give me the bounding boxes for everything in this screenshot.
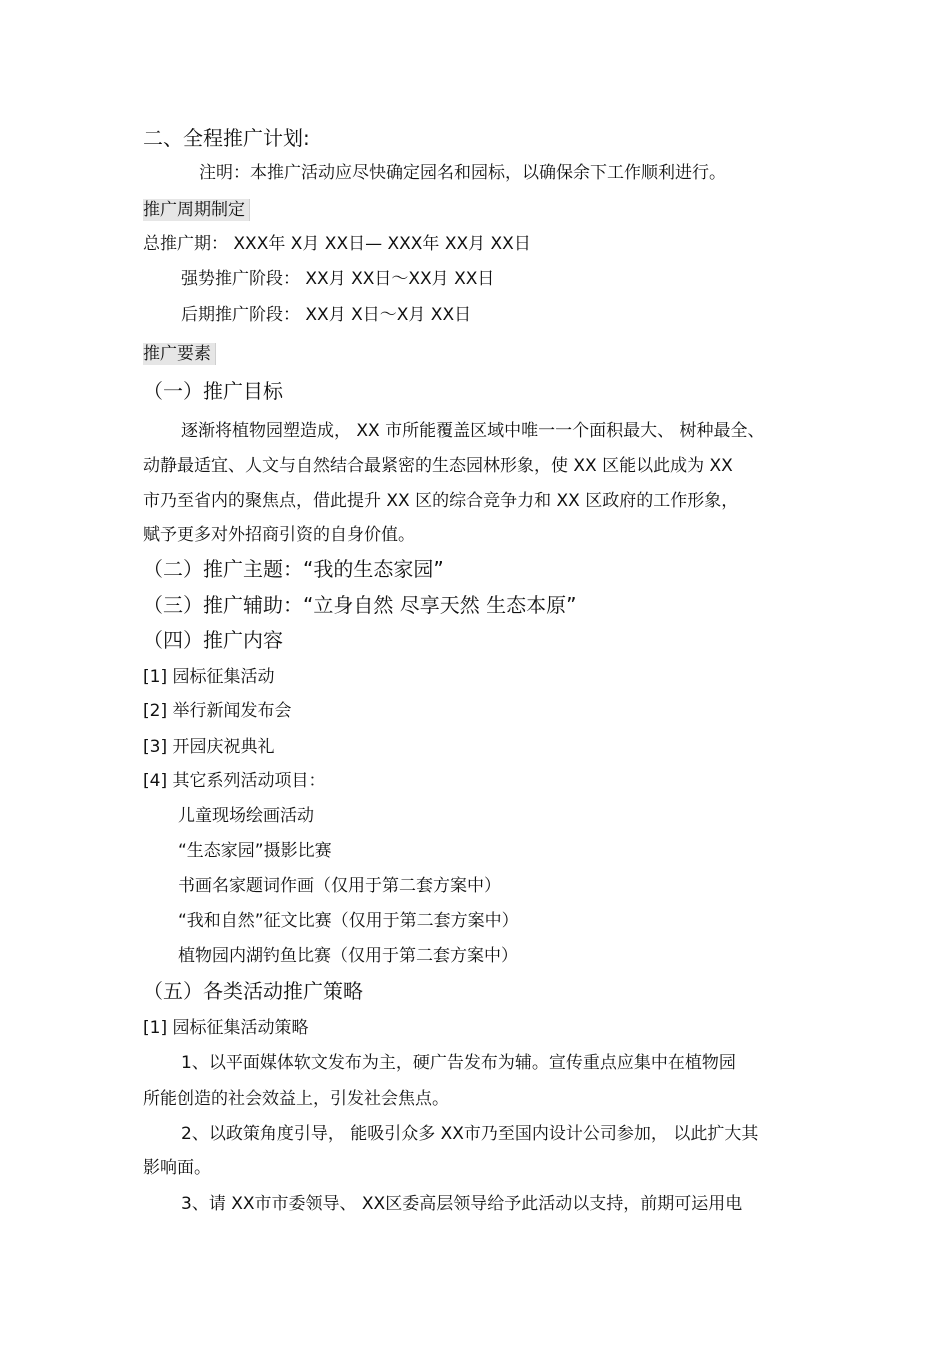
cycle-total: 总推广期： XXX年 X月 XX日— XXX年 XX月 XX日 [143, 234, 531, 254]
sub-item: “我和自然”征文比赛（仅用于第二套方案中） [178, 911, 519, 931]
goal-line: 逐渐将植物园塑造成， XX 市所能覆盖区域中唯一一个面积最大、 树种最全、 [181, 421, 765, 441]
aux: （三）推广辅助：“立身自然 尽享天然 生态本原” [143, 593, 577, 617]
section-title: 二、全程推广计划: [143, 126, 310, 150]
strategy-line: 3、请 XX市市委领导、 XX区委高层领导给予此活动以支持，前期可运用电 [181, 1194, 743, 1214]
theme: （二）推广主题：“我的生态家园” [143, 557, 444, 581]
sub-item: 植物园内湖钓鱼比赛（仅用于第二套方案中） [178, 946, 518, 966]
strategy-line: 所能创造的社会效益上，引发社会焦点。 [143, 1089, 449, 1109]
strategy-line: 1、以平面媒体软文发布为主，硬广告发布为辅。宣传重点应集中在植物园 [181, 1053, 736, 1073]
sub-item: “生态家园”摄影比赛 [178, 841, 332, 861]
note: 注明：本推广活动应尽快确定园名和园标，以确保余下工作顺利进行。 [199, 163, 726, 183]
cycle-strong: 强势推广阶段： XX月 XX日～XX月 XX日 [181, 269, 495, 289]
content-item: [4] 其它系列活动项目： [143, 771, 326, 791]
strategy-line: 影响面。 [143, 1158, 211, 1178]
content-item: [3] 开园庆祝典礼 [143, 737, 275, 757]
strategy-line: 2、以政策角度引导， 能吸引众多 XX市乃至国内设计公司参加， 以此扩大其 [181, 1124, 759, 1144]
goal-line: 动静最适宜、人文与自然结合最紧密的生态园林形象，使 XX 区能以此成为 XX [143, 456, 733, 476]
cycle-heading-label: 推广周期制定 [143, 199, 250, 221]
strategy-title: （五）各类活动推广策略 [143, 979, 363, 1003]
sub-item: 书画名家题词作画（仅用于第二套方案中） [178, 876, 501, 896]
sub-item: 儿童现场绘画活动 [178, 806, 314, 826]
goal-line: 市乃至省内的聚焦点，借此提升 XX 区的综合竞争力和 XX 区政府的工作形象， [143, 491, 739, 511]
content-item: [1] 园标征集活动 [143, 667, 275, 687]
cycle-heading [143, 199, 250, 221]
elements-heading-label: 推广要素 [143, 343, 216, 365]
goal-line: 赋予更多对外招商引资的自身价值。 [143, 525, 415, 545]
content-item: [2] 举行新闻发布会 [143, 701, 292, 721]
cycle-late: 后期推广阶段： XX月 X日～X月 XX日 [181, 305, 472, 325]
strategy-sub: [1] 园标征集活动策略 [143, 1018, 309, 1038]
goal-title: （一）推广目标 [143, 379, 283, 403]
elements-heading [143, 343, 216, 365]
content-title: （四）推广内容 [143, 628, 283, 652]
